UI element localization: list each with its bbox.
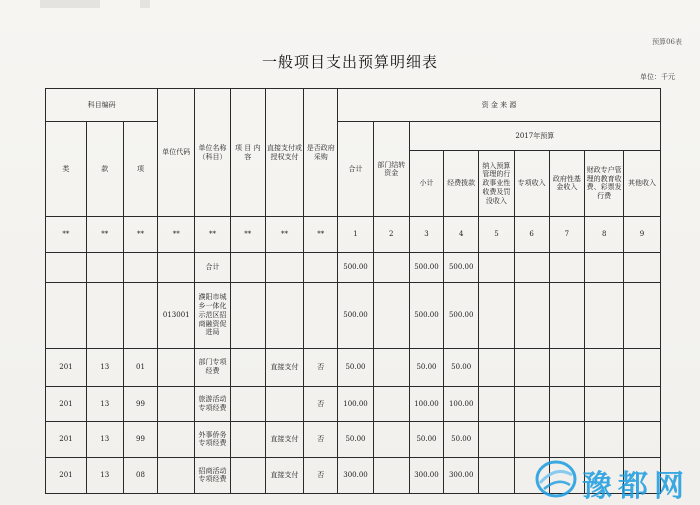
cell-payment	[265, 282, 304, 348]
cell-lei	[46, 282, 87, 348]
cell-subtotal: 500.00	[409, 252, 444, 282]
index-cell: 5	[479, 217, 515, 252]
cell-kuan	[86, 252, 123, 282]
cell-total: 100.00	[338, 386, 374, 421]
cell-xiang: 01	[123, 348, 158, 386]
cell-empty	[549, 422, 585, 457]
header-row-2	[46, 122, 661, 150]
cell-empty	[479, 422, 515, 457]
cell-empty	[624, 422, 661, 457]
cell-empty	[479, 282, 515, 348]
budget-table	[45, 88, 661, 494]
cell-subtotal: 50.00	[409, 422, 444, 457]
cell-kuan: 13	[86, 422, 123, 457]
cell-appropriation: 500.00	[444, 282, 479, 348]
cell-carryover	[373, 422, 409, 457]
cell-gov-purchase	[304, 252, 338, 282]
index-cell: 6	[514, 217, 549, 252]
header-row-1	[46, 89, 661, 122]
cell-gov-purchase	[304, 282, 338, 348]
index-cell: **	[230, 217, 265, 252]
table-row	[46, 422, 661, 457]
cell-empty	[549, 386, 585, 421]
cell-unit-code	[158, 386, 195, 421]
lei-header: 类	[46, 122, 87, 217]
cell-carryover	[373, 282, 409, 348]
cell-unit-name: 濮阳市城乡一体化示范区招商融资促进局	[195, 282, 231, 348]
index-cell: 9	[624, 217, 661, 252]
cell-unit-code	[158, 348, 195, 386]
cell-empty	[624, 386, 661, 421]
cell-xiang	[123, 252, 158, 282]
index-cell: **	[46, 217, 87, 252]
cell-subtotal: 500.00	[409, 282, 444, 348]
gov-purchase-header: 是否政府采购	[304, 89, 338, 217]
kuan-header: 款	[86, 122, 123, 217]
table-row	[46, 348, 661, 386]
index-cell: 2	[373, 217, 409, 252]
cell-empty	[624, 282, 661, 348]
form-number: 预算06表	[652, 38, 682, 46]
cell-subtotal: 300.00	[409, 457, 444, 493]
index-cell: 7	[549, 217, 585, 252]
cell-gov-purchase: 否	[304, 457, 338, 493]
cell-empty	[585, 282, 624, 348]
index-cell: **	[265, 217, 304, 252]
subtotal-header: 小计	[409, 150, 444, 217]
cell-total: 300.00	[338, 457, 374, 493]
cell-content	[230, 348, 265, 386]
table-row	[46, 386, 661, 421]
cell-appropriation: 100.00	[444, 386, 479, 421]
globe-logo-icon	[534, 459, 578, 499]
table-row	[46, 252, 661, 282]
cell-unit-code	[158, 457, 195, 493]
cell-empty	[624, 348, 661, 386]
unit-label: 单位：千元	[640, 73, 675, 81]
cell-empty	[514, 282, 549, 348]
cell-unit-code	[158, 252, 195, 282]
cell-content	[230, 282, 265, 348]
cell-carryover	[373, 457, 409, 493]
cell-payment: 直接支付	[265, 422, 304, 457]
cell-payment	[265, 386, 304, 421]
project-content-header: 项 目 内 容	[230, 89, 265, 217]
cell-unit-name: 招商活动专项经费	[195, 457, 231, 493]
cell-empty	[549, 348, 585, 386]
scan-artifact	[140, 0, 150, 8]
cell-content	[230, 457, 265, 493]
cell-empty	[585, 348, 624, 386]
index-cell: **	[86, 217, 123, 252]
cell-lei	[46, 252, 87, 282]
cell-total: 500.00	[338, 282, 374, 348]
subject-code-header: 科目编码	[46, 89, 158, 122]
index-cell: **	[158, 217, 195, 252]
watermark-text: 豫都网	[582, 469, 690, 504]
cell-empty	[514, 348, 549, 386]
carryover-header: 部门结转资金	[373, 122, 409, 217]
fund-source-header: 资 金 来 源	[338, 89, 661, 122]
cell-subtotal: 100.00	[409, 386, 444, 421]
cell-kuan	[86, 282, 123, 348]
cell-appropriation: 300.00	[444, 457, 479, 493]
scan-artifact	[40, 0, 100, 8]
cell-total: 50.00	[338, 348, 374, 386]
cell-empty	[585, 422, 624, 457]
cell-xiang: 99	[123, 422, 158, 457]
cell-carryover	[373, 252, 409, 282]
cell-lei: 201	[46, 386, 87, 421]
index-cell: 8	[585, 217, 624, 252]
gov-fund-header: 政府性基金收入	[549, 150, 585, 217]
cell-empty	[549, 252, 585, 282]
cell-empty	[479, 252, 515, 282]
cell-payment: 直接支付	[265, 457, 304, 493]
cell-kuan: 13	[86, 386, 123, 421]
cell-lei: 201	[46, 348, 87, 386]
cell-empty	[549, 282, 585, 348]
cell-unit-name: 部门专项经费	[195, 348, 231, 386]
cell-appropriation: 50.00	[444, 422, 479, 457]
special-income-header: 专项收入	[514, 150, 549, 217]
other-income-header: 其他收入	[624, 150, 661, 217]
cell-empty	[585, 386, 624, 421]
index-cell: 4	[444, 217, 479, 252]
index-cell: **	[123, 217, 158, 252]
cell-kuan: 13	[86, 457, 123, 493]
xiang-header: 项	[123, 122, 158, 217]
cell-xiang	[123, 282, 158, 348]
cell-payment	[265, 252, 304, 282]
cell-empty	[479, 348, 515, 386]
cell-empty	[479, 386, 515, 421]
unit-code-header: 单位代码	[158, 89, 195, 217]
cell-xiang: 99	[123, 386, 158, 421]
cell-carryover	[373, 386, 409, 421]
cell-unit-name: 旅游活动专项经费	[195, 386, 231, 421]
cell-subtotal: 50.00	[409, 348, 444, 386]
cell-total: 50.00	[338, 422, 374, 457]
cell-content	[230, 386, 265, 421]
admin-fees-header: 纳入预算管理的行政事业性收费及罚没收入	[479, 150, 515, 217]
cell-empty	[514, 386, 549, 421]
cell-appropriation: 500.00	[444, 252, 479, 282]
cell-xiang: 08	[123, 457, 158, 493]
cell-empty	[585, 252, 624, 282]
cell-empty	[479, 457, 515, 493]
cell-unit-code: 013001	[158, 282, 195, 348]
edu-fee-header: 财政专户管理的教育收费、彩票发行费	[585, 150, 624, 217]
cell-unit-code	[158, 422, 195, 457]
cell-gov-purchase: 否	[304, 386, 338, 421]
table-row	[46, 282, 661, 348]
cell-appropriation: 50.00	[444, 348, 479, 386]
index-cell: 3	[409, 217, 444, 252]
index-cell: **	[304, 217, 338, 252]
cell-kuan: 13	[86, 348, 123, 386]
cell-empty	[514, 252, 549, 282]
cell-lei: 201	[46, 457, 87, 493]
unit-name-header: 单位名称（科目）	[195, 89, 231, 217]
cell-payment: 直接支付	[265, 348, 304, 386]
index-row	[46, 217, 661, 252]
cell-content	[230, 422, 265, 457]
cell-carryover	[373, 348, 409, 386]
budget-2017-header: 2017年预算	[409, 122, 660, 150]
cell-empty	[514, 422, 549, 457]
cell-lei: 201	[46, 422, 87, 457]
cell-content	[230, 252, 265, 282]
appropriation-header: 经费拨款	[444, 150, 479, 217]
cell-total: 500.00	[338, 252, 374, 282]
index-cell: 1	[338, 217, 374, 252]
cell-unit-name: 合计	[195, 252, 231, 282]
cell-gov-purchase: 否	[304, 422, 338, 457]
cell-unit-name: 外事侨务专项经费	[195, 422, 231, 457]
document-title: 一般项目支出预算明细表	[261, 53, 438, 71]
total-header: 合计	[338, 122, 374, 217]
index-cell: **	[195, 217, 231, 252]
cell-gov-purchase: 否	[304, 348, 338, 386]
payment-method-header: 直接支付或授权支付	[265, 89, 304, 217]
site-watermark	[524, 453, 694, 503]
cell-empty	[624, 252, 661, 282]
